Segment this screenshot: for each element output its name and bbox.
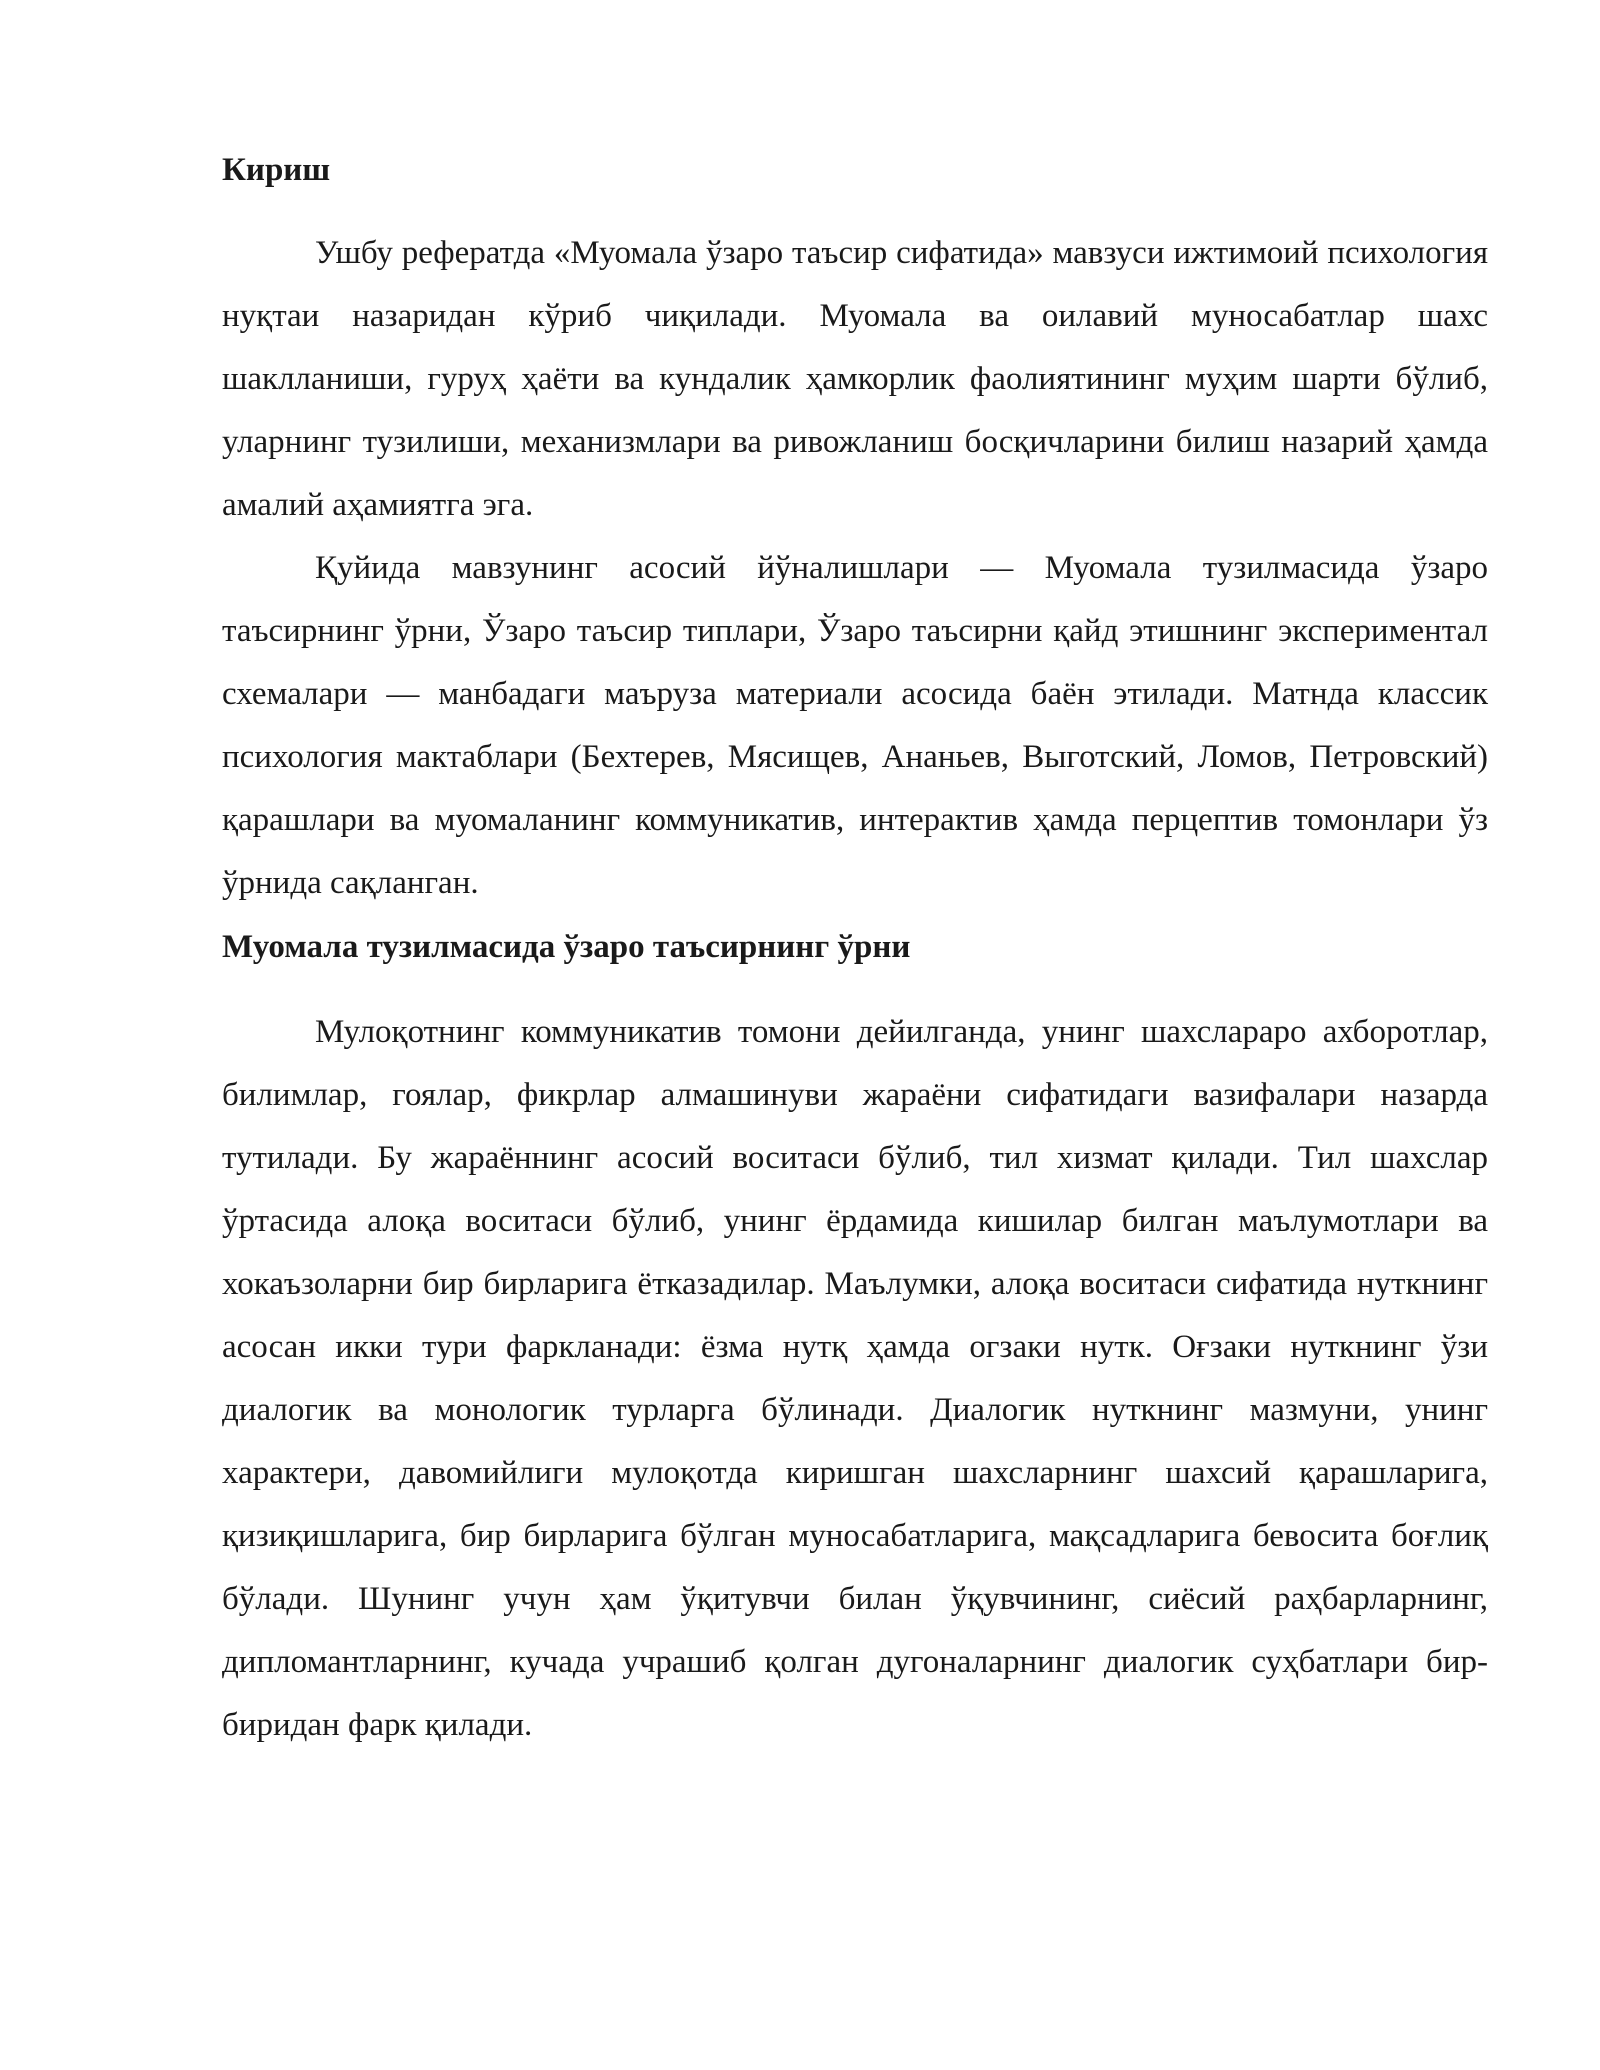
heading-interaction-role: Муомала тузилмасида ўзаро таъсирнинг ўрни [222,929,911,965]
document-page [222,150,1488,1757]
paragraph-intro-1: Ушбу рефератда «Муомала ўзаро таъсир сифатида» мавзуси ижтимоий психология нуқтаи назаридан кўриб чиқилади. Муомала ва оилавий муносабатлар шахс шаклланиши, гуруҳ ҳаёти ва кундалик ҳамкорлик фаолиятининг муҳим шарти бўлиб, уларнинг тузилиши, механизмлари ва ривожланиш босқичларини билиш назарий ҳамда амалий аҳамиятга эга. [222,235,1488,523]
heading-introduction: Кириш [222,152,331,188]
paragraph-communicative-side: Мулоқотнинг коммуникатив томони дейилганда, унинг шахслараро ахборотлар, билимлар, гоялар, фикрлар алмашинуви жараёни сифатидаги вазифалари назарда тутилади. Бу жараённинг асосий воситаси бўлиб, тил хизмат қилади. Тил шахслар ўртасида алоқа воситаси бўлиб, унинг ёрдамида кишилар билган маълумотлари ва хокаъзоларни бир бирларига ётказадилар. Маълумки, алоқа воситаси сифатида нуткнинг асосан икки тури фаркланади: ёзма нутқ ҳамда огзаки нутк. Оғзаки нуткнинг ўзи диалогик ва монологик турларга бўлинади. Диалогик нуткнинг мазмуни, унинг характери, давомийлиги мулоқотда киришган шахсларнинг шахсий қарашларига, қизиқишларига, бир бирларига бўлган муносабатларига, мақсадларига бевосита боғлиқ бўлади. Шунинг учун ҳам ўқитувчи билан ўқувчининг, сиёсий раҳбарларнинг, дипломантларнинг, кучада учрашиб қолган дугоналарнинг диалогик суҳбатлари бир- биридан фарк қилади. [222,1014,1488,1743]
paragraph-intro-2: Қуйида мавзунинг асосий йўналишлари — Муомала тузилмасида ўзаро таъсирнинг ўрни, Ўзаро таъсир типлари, Ўзаро таъсирни қайд этишнинг экспериментал схемалари — манбадаги маъруза материали асосида баён этилади. Матнда классик психология мактаблари (Бехтерев, Мясищев, Ананьев, Выготский, Ломов, Петровский) қарашлари ва муомаланинг коммуникатив, интерактив ҳамда перцептив томонлари ўз ўрнида сақланган. [222,550,1488,901]
